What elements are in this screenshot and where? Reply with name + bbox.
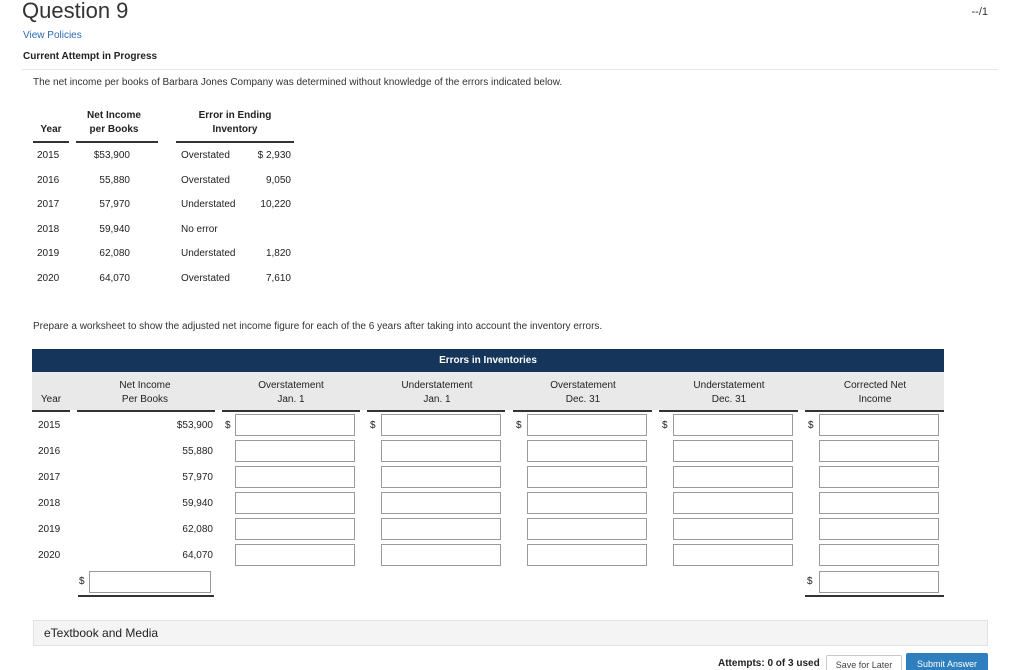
header-underline [659,410,798,412]
given-error-amount: 10,220 [260,199,291,210]
overstatement-jan1-input[interactable] [235,518,355,540]
total-net-income-input[interactable] [89,571,211,593]
currency-sign: $ [225,420,231,431]
understatement-dec31-input[interactable] [673,544,793,566]
ws-header-understatement-jan1 [382,379,492,407]
overstatement-dec31-input[interactable] [527,518,647,540]
header-line: Error in Ending [198,110,272,121]
ws-net-income: 57,970 [182,472,213,483]
header-line: Income [858,394,892,405]
header-line: Per Books [121,394,169,405]
header-underline [222,410,360,412]
attempt-status: Current Attempt in Progress [23,51,158,62]
corrected-net-income-input[interactable] [819,544,939,566]
ws-header-overstatement-dec31 [528,379,638,407]
overstatement-dec31-input[interactable] [527,492,647,514]
understatement-dec31-input[interactable] [673,466,793,488]
understatement-jan1-input[interactable] [381,518,501,540]
given-header-year: Year [40,124,62,135]
given-year: 2017 [37,199,60,210]
understatement-jan1-input[interactable] [381,414,501,436]
currency-sign: $ [516,420,522,431]
ws-net-income: 64,070 [182,550,213,561]
header-line: Net Income [119,380,171,391]
overstatement-jan1-input[interactable] [235,414,355,436]
header-line: Dec. 31 [711,394,747,405]
given-error-type: Overstated [181,150,230,161]
ws-year: 2015 [38,420,61,431]
given-error-amount: 7,610 [265,272,291,284]
submit-answer-button[interactable]: Submit Answer [906,653,988,670]
corrected-net-income-input[interactable] [819,440,939,462]
header-line: Inventory [212,124,258,135]
instructions: Prepare a worksheet to show the adjusted net income figure for each of the 6 years after taking into account the inventory errors. [33,321,603,332]
given-net-income: 59,940 [99,223,130,235]
problem-intro: The net income per books of Barbara Jones Company was determined without knowledge of the errors indicated below. [33,77,563,88]
understatement-dec31-input[interactable] [673,492,793,514]
corrected-net-income-input[interactable] [819,518,939,540]
corrected-net-income-input[interactable] [819,492,939,514]
given-year: 2018 [37,223,60,235]
corrected-net-income-input[interactable] [819,414,939,436]
question-title: Question 9 [22,0,129,23]
view-policies-link[interactable]: View Policies [23,30,82,41]
given-year: 2016 [37,174,60,186]
total-underline [805,595,944,597]
understatement-dec31-input[interactable] [673,440,793,462]
ws-net-income: $53,900 [176,420,213,431]
total-currency: $ [79,576,85,587]
given-net-income: 55,880 [99,174,130,186]
header-line: Jan. 1 [277,394,305,405]
given-net-income: $53,900 [93,150,130,161]
given-error-amount: 9,050 [265,174,291,186]
understatement-jan1-input[interactable] [381,544,501,566]
header-line: Understatement [693,380,765,391]
given-error-type: Understated [181,199,236,210]
header-underline [77,410,215,412]
header-line: Understatement [401,380,473,391]
currency-sign: $ [662,420,668,431]
header-underline [513,410,652,412]
given-year: 2015 [37,150,60,161]
given-net-income: 57,970 [99,199,130,210]
given-header-error [182,109,288,137]
header-line: Jan. 1 [423,394,451,405]
ws-header-year: Year [40,394,62,405]
overstatement-dec31-input[interactable] [527,544,647,566]
header-underline [76,141,158,143]
ws-year: 2018 [38,498,61,509]
given-error-type: Overstated [181,272,230,284]
ws-header-understatement-dec31 [674,379,784,407]
total-underline [78,595,214,597]
given-error-amount: $ 2,930 [257,150,291,161]
header-line: Net Income [87,110,141,121]
ws-year: 2016 [38,446,61,457]
understatement-jan1-input[interactable] [381,492,501,514]
ws-header-overstatement-jan1 [236,379,346,407]
header-underline [176,141,294,143]
divider [22,69,998,70]
given-net-income: 64,070 [99,272,130,284]
currency-sign: $ [370,420,376,431]
ws-header-net-income [102,379,188,407]
total-corrected-income-input[interactable] [819,571,939,593]
overstatement-jan1-input[interactable] [235,544,355,566]
ws-year: 2020 [38,550,61,561]
header-line: per Books [89,124,139,135]
total-currency: $ [807,576,813,587]
header-underline [32,410,70,412]
given-net-income: 62,080 [99,248,130,259]
understatement-jan1-input[interactable] [381,466,501,488]
header-line: Dec. 31 [565,394,601,405]
given-year: 2019 [37,248,60,259]
overstatement-dec31-input[interactable] [527,466,647,488]
given-year: 2020 [37,272,60,284]
understatement-dec31-input[interactable] [673,414,793,436]
etextbook-media-toggle[interactable]: eTextbook and Media [33,620,988,646]
understatement-dec31-input[interactable] [673,518,793,540]
overstatement-dec31-input[interactable] [527,414,647,436]
header-underline [367,410,505,412]
ws-year: 2019 [38,524,61,535]
attempts-counter: Attempts: 0 of 3 used [718,658,820,669]
overstatement-dec31-input[interactable] [527,440,647,462]
ws-year: 2017 [38,472,61,483]
header-line: Overstatement [258,380,324,391]
ws-net-income: 62,080 [182,524,213,535]
header-line: Overstatement [550,380,616,391]
given-error-type: No error [181,223,218,235]
corrected-net-income-input[interactable] [819,466,939,488]
overstatement-jan1-input[interactable] [235,492,355,514]
header-line: Corrected Net [843,380,907,391]
save-for-later-button[interactable]: Save for Later [826,655,902,670]
worksheet-banner: Errors in Inventories [32,349,944,372]
overstatement-jan1-input[interactable] [235,466,355,488]
header-underline [805,410,944,412]
ws-net-income: 55,880 [182,446,213,457]
understatement-jan1-input[interactable] [381,440,501,462]
score: --/1 [971,6,988,18]
currency-sign: $ [808,420,814,431]
given-error-amount: 1,820 [265,248,291,259]
ws-net-income: 59,940 [182,498,213,509]
ws-header-corrected-net-income [820,379,930,407]
header-underline [33,141,69,143]
given-error-type: Overstated [181,174,230,186]
overstatement-jan1-input[interactable] [235,440,355,462]
given-error-type: Understated [181,248,236,259]
given-header-net-income [78,109,150,137]
